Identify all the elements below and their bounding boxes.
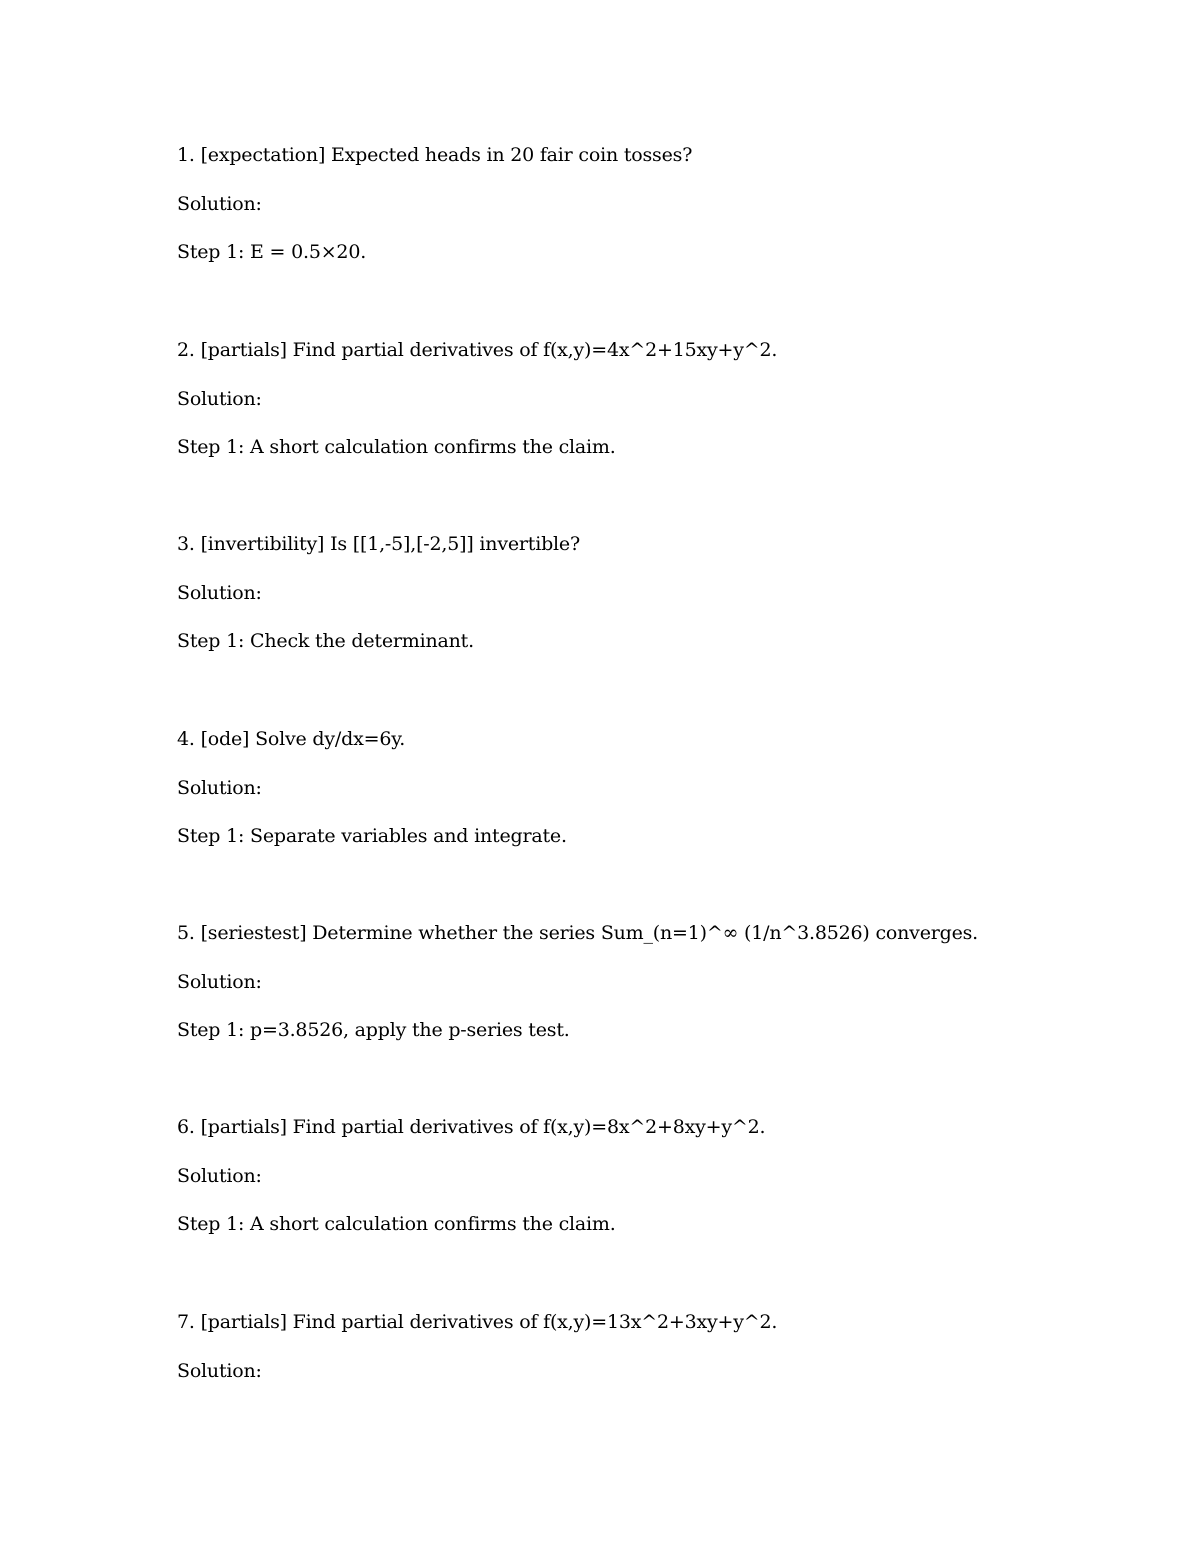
solution-label: Solution: (177, 1360, 262, 1382)
solution-step: Step 1: Check the determinant. (177, 630, 474, 652)
solution-step: Step 1: E = 0.5×20. (177, 241, 367, 263)
problem-question: 4. [ode] Solve dy/dx=6y. (177, 728, 406, 750)
solution-step: Step 1: A short calculation confirms the claim. (177, 436, 616, 458)
solution-label: Solution: (177, 1165, 262, 1187)
solution-label: Solution: (177, 193, 262, 215)
solution-label: Solution: (177, 582, 262, 604)
problem-question: 2. [partials] Find partial derivatives of f(x,y)=4x^2+15xy+y^2. (177, 339, 778, 361)
solution-step: Step 1: A short calculation confirms the claim. (177, 1213, 616, 1235)
solution-label: Solution: (177, 777, 262, 799)
solution-label: Solution: (177, 388, 262, 410)
solution-label: Solution: (177, 971, 262, 993)
problem-question: 6. [partials] Find partial derivatives of f(x,y)=8x^2+8xy+y^2. (177, 1116, 766, 1138)
solution-step: Step 1: p=3.8526, apply the p-series test. (177, 1019, 570, 1041)
problem-question: 7. [partials] Find partial derivatives of f(x,y)=13x^2+3xy+y^2. (177, 1311, 778, 1333)
problem-question: 1. [expectation] Expected heads in 20 fair coin tosses? (177, 144, 693, 166)
problem-question: 5. [seriestest] Determine whether the series Sum_(n=1)^∞ (1/n^3.8526) converges. (177, 922, 979, 944)
problem-question: 3. [invertibility] Is [[1,-5],[-2,5]] invertible? (177, 533, 580, 555)
solution-step: Step 1: Separate variables and integrate. (177, 825, 567, 847)
